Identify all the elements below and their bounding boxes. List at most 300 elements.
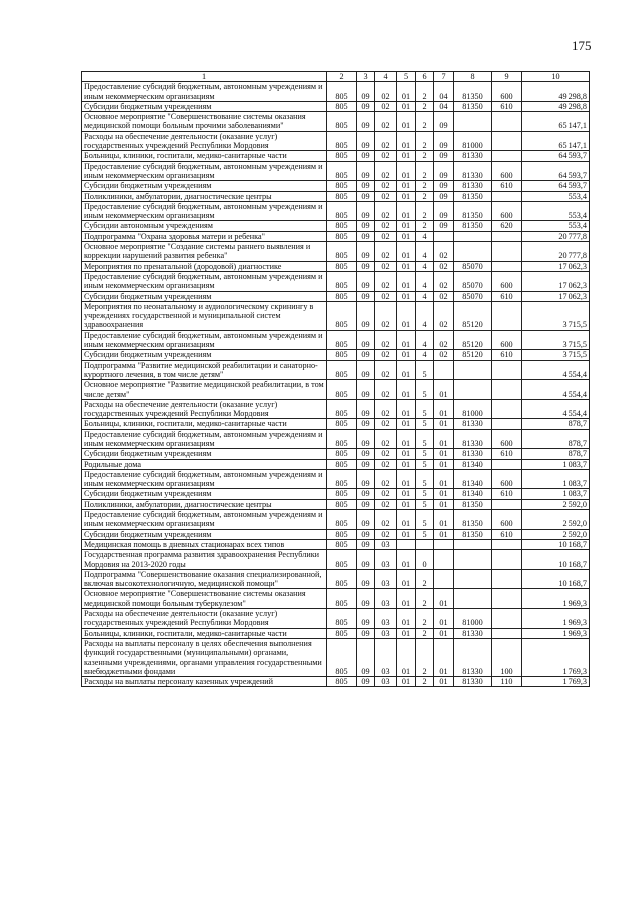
subsection-code-cell: 02 <box>375 242 397 262</box>
section-code-cell: 09 <box>357 589 375 609</box>
table-row <box>82 301 590 330</box>
column-header: 7 <box>434 72 454 82</box>
subsection-code-cell: 03 <box>375 539 397 549</box>
program-code-cell: 01 <box>397 499 416 509</box>
table-row <box>82 429 590 449</box>
expense-type-code-cell <box>492 131 522 151</box>
section-code-cell: 09 <box>357 261 375 271</box>
table-header-row <box>82 72 590 82</box>
expense-name-cell: Субсидии бюджетным учреждениям <box>82 529 327 539</box>
subsection-code-cell: 02 <box>375 271 397 291</box>
direction-code-cell: 85120 <box>454 350 492 360</box>
amount-cell: 553,4 <box>522 201 590 221</box>
activity-code-cell: 02 <box>434 291 454 301</box>
amount-cell: 1 083,7 <box>522 469 590 489</box>
program-code-cell: 01 <box>397 529 416 539</box>
activity-code-cell: 01 <box>434 677 454 687</box>
table-row <box>82 112 590 132</box>
program-code-cell: 01 <box>397 569 416 589</box>
table-row <box>82 191 590 201</box>
section-code-cell: 09 <box>357 550 375 570</box>
expense-type-code-cell <box>492 550 522 570</box>
table-row <box>82 181 590 191</box>
section-code-cell: 09 <box>357 101 375 111</box>
subprogram-code-cell: 2 <box>416 191 434 201</box>
section-code-cell: 09 <box>357 499 375 509</box>
section-code-cell: 09 <box>357 449 375 459</box>
expense-name-cell: Расходы на обеспечение деятельности (оказание услуг) государственных учреждений Республики Мордовия <box>82 609 327 629</box>
activity-code-cell: 01 <box>434 589 454 609</box>
direction-code-cell: 81330 <box>454 419 492 429</box>
activity-code-cell: 01 <box>434 469 454 489</box>
ministry-code-cell: 805 <box>327 510 357 530</box>
amount-cell: 553,4 <box>522 191 590 201</box>
activity-code-cell <box>434 231 454 241</box>
activity-code-cell: 02 <box>434 261 454 271</box>
activity-code-cell: 02 <box>434 350 454 360</box>
program-code-cell: 01 <box>397 161 416 181</box>
budget-table <box>81 71 590 687</box>
expense-name-cell: Подпрограмма "Развитие медицинской реабилитации и санаторно-курортного лечения, в том числе детям" <box>82 360 327 380</box>
section-code-cell: 09 <box>357 459 375 469</box>
amount-cell: 2 592,0 <box>522 510 590 530</box>
expense-type-code-cell: 100 <box>492 638 522 676</box>
expense-type-code-cell <box>492 419 522 429</box>
subprogram-code-cell: 5 <box>416 360 434 380</box>
direction-code-cell: 81350 <box>454 529 492 539</box>
program-code-cell: 01 <box>397 469 416 489</box>
column-header: 6 <box>416 72 434 82</box>
program-code-cell: 01 <box>397 291 416 301</box>
amount-cell: 20 777,8 <box>522 242 590 262</box>
table-row <box>82 131 590 151</box>
amount-cell: 1 769,3 <box>522 677 590 687</box>
program-code-cell: 01 <box>397 429 416 449</box>
section-code-cell: 09 <box>357 360 375 380</box>
subprogram-code-cell: 2 <box>416 589 434 609</box>
subsection-code-cell: 02 <box>375 161 397 181</box>
direction-code-cell <box>454 231 492 241</box>
subsection-code-cell: 02 <box>375 449 397 459</box>
expense-type-code-cell: 600 <box>492 201 522 221</box>
activity-code-cell: 09 <box>434 151 454 161</box>
subsection-code-cell: 02 <box>375 330 397 350</box>
activity-code-cell: 01 <box>434 489 454 499</box>
direction-code-cell: 81350 <box>454 201 492 221</box>
subprogram-code-cell: 4 <box>416 271 434 291</box>
program-code-cell: 01 <box>397 489 416 499</box>
expense-name-cell: Мероприятия по неонатальному и аудиологическому скринингу в учреждениях государственной и муниципальной систем здравоохранения <box>82 301 327 330</box>
expense-type-code-cell: 110 <box>492 677 522 687</box>
table-row <box>82 550 590 570</box>
direction-code-cell: 81350 <box>454 510 492 530</box>
table-row <box>82 161 590 181</box>
table-row <box>82 510 590 530</box>
subprogram-code-cell <box>416 539 434 549</box>
direction-code-cell: 81350 <box>454 191 492 201</box>
table-row <box>82 271 590 291</box>
direction-code-cell: 81330 <box>454 429 492 449</box>
program-code-cell: 01 <box>397 101 416 111</box>
subprogram-code-cell: 5 <box>416 499 434 509</box>
ministry-code-cell: 805 <box>327 419 357 429</box>
ministry-code-cell: 805 <box>327 261 357 271</box>
subprogram-code-cell: 2 <box>416 181 434 191</box>
amount-cell: 3 715,5 <box>522 301 590 330</box>
amount-cell: 10 168,7 <box>522 550 590 570</box>
table-row <box>82 529 590 539</box>
subsection-code-cell: 02 <box>375 429 397 449</box>
ministry-code-cell: 805 <box>327 459 357 469</box>
activity-code-cell: 09 <box>434 161 454 181</box>
table-row <box>82 350 590 360</box>
ministry-code-cell: 805 <box>327 589 357 609</box>
expense-type-code-cell <box>492 151 522 161</box>
subprogram-code-cell: 4 <box>416 231 434 241</box>
subsection-code-cell: 02 <box>375 469 397 489</box>
subsection-code-cell: 02 <box>375 221 397 231</box>
expense-name-cell: Предоставление субсидий бюджетным, автономным учреждениям и иным некоммерческим организациям <box>82 271 327 291</box>
amount-cell: 65 147,1 <box>522 131 590 151</box>
subprogram-code-cell: 4 <box>416 291 434 301</box>
expense-name-cell: Больницы, клиники, госпитали, медико-санитарные части <box>82 419 327 429</box>
section-code-cell: 09 <box>357 677 375 687</box>
expense-type-code-cell <box>492 499 522 509</box>
subprogram-code-cell: 5 <box>416 459 434 469</box>
amount-cell: 3 715,5 <box>522 330 590 350</box>
table-row <box>82 151 590 161</box>
column-header: 1 <box>82 72 327 82</box>
page-number: 175 <box>572 38 592 53</box>
direction-code-cell: 81330 <box>454 677 492 687</box>
program-code-cell: 01 <box>397 449 416 459</box>
program-code-cell: 01 <box>397 330 416 350</box>
subprogram-code-cell: 2 <box>416 201 434 221</box>
expense-type-code-cell: 610 <box>492 529 522 539</box>
section-code-cell: 09 <box>357 181 375 191</box>
ministry-code-cell: 805 <box>327 550 357 570</box>
program-code-cell: 01 <box>397 638 416 676</box>
subprogram-code-cell: 2 <box>416 569 434 589</box>
table-row <box>82 242 590 262</box>
subprogram-code-cell: 4 <box>416 242 434 262</box>
section-code-cell: 09 <box>357 242 375 262</box>
subprogram-code-cell: 2 <box>416 112 434 132</box>
section-code-cell: 09 <box>357 529 375 539</box>
expense-name-cell: Подпрограмма "Охрана здоровья матери и ребенка" <box>82 231 327 241</box>
direction-code-cell <box>454 242 492 262</box>
activity-code-cell: 01 <box>434 609 454 629</box>
ministry-code-cell: 805 <box>327 469 357 489</box>
amount-cell: 878,7 <box>522 449 590 459</box>
subsection-code-cell: 02 <box>375 360 397 380</box>
ministry-code-cell: 805 <box>327 242 357 262</box>
activity-code-cell: 04 <box>434 82 454 102</box>
expense-name-cell: Субсидии бюджетным учреждениям <box>82 489 327 499</box>
table-row <box>82 101 590 111</box>
amount-cell: 1 769,3 <box>522 638 590 676</box>
expense-name-cell: Субсидии бюджетным учреждениям <box>82 101 327 111</box>
table-row <box>82 201 590 221</box>
direction-code-cell: 81340 <box>454 489 492 499</box>
program-code-cell: 01 <box>397 609 416 629</box>
activity-code-cell: 04 <box>434 101 454 111</box>
section-code-cell: 09 <box>357 628 375 638</box>
activity-code-cell: 01 <box>434 499 454 509</box>
section-code-cell: 09 <box>357 510 375 530</box>
program-code-cell: 01 <box>397 459 416 469</box>
column-header: 4 <box>375 72 397 82</box>
expense-name-cell: Предоставление субсидий бюджетным, автономным учреждениям и иным некоммерческим организациям <box>82 429 327 449</box>
subsection-code-cell: 02 <box>375 489 397 499</box>
table-row <box>82 449 590 459</box>
subsection-code-cell: 03 <box>375 569 397 589</box>
direction-code-cell: 81330 <box>454 449 492 459</box>
subprogram-code-cell: 4 <box>416 261 434 271</box>
ministry-code-cell: 805 <box>327 609 357 629</box>
subsection-code-cell: 02 <box>375 151 397 161</box>
activity-code-cell: 01 <box>434 449 454 459</box>
section-code-cell: 09 <box>357 399 375 419</box>
direction-code-cell <box>454 569 492 589</box>
amount-cell: 1 969,3 <box>522 609 590 629</box>
activity-code-cell: 01 <box>434 628 454 638</box>
expense-type-code-cell <box>492 589 522 609</box>
table-row <box>82 221 590 231</box>
subprogram-code-cell: 2 <box>416 609 434 629</box>
subprogram-code-cell: 5 <box>416 449 434 459</box>
subprogram-code-cell: 0 <box>416 550 434 570</box>
section-code-cell: 09 <box>357 330 375 350</box>
activity-code-cell: 01 <box>434 399 454 419</box>
subprogram-code-cell: 2 <box>416 161 434 181</box>
direction-code-cell: 81000 <box>454 609 492 629</box>
subprogram-code-cell: 2 <box>416 677 434 687</box>
ministry-code-cell: 805 <box>327 638 357 676</box>
subprogram-code-cell: 5 <box>416 469 434 489</box>
amount-cell: 2 592,0 <box>522 529 590 539</box>
section-code-cell: 09 <box>357 429 375 449</box>
column-header: 9 <box>492 72 522 82</box>
subprogram-code-cell: 5 <box>416 419 434 429</box>
amount-cell: 17 062,3 <box>522 271 590 291</box>
ministry-code-cell: 805 <box>327 161 357 181</box>
subsection-code-cell: 02 <box>375 510 397 530</box>
activity-code-cell: 01 <box>434 638 454 676</box>
table-row <box>82 489 590 499</box>
table-row <box>82 380 590 400</box>
expense-name-cell: Предоставление субсидий бюджетным, автономным учреждениям и иным некоммерческим организациям <box>82 469 327 489</box>
amount-cell: 49 298,8 <box>522 82 590 102</box>
amount-cell: 2 592,0 <box>522 499 590 509</box>
activity-code-cell: 01 <box>434 459 454 469</box>
expense-type-code-cell: 600 <box>492 271 522 291</box>
table-row <box>82 419 590 429</box>
expense-type-code-cell <box>492 399 522 419</box>
activity-code-cell <box>434 550 454 570</box>
expense-name-cell: Предоставление субсидий бюджетным, автономным учреждениям и иным некоммерческим организациям <box>82 161 327 181</box>
direction-code-cell <box>454 360 492 380</box>
activity-code-cell <box>434 539 454 549</box>
subsection-code-cell: 02 <box>375 529 397 539</box>
ministry-code-cell: 805 <box>327 449 357 459</box>
column-header: 5 <box>397 72 416 82</box>
direction-code-cell: 81350 <box>454 82 492 102</box>
section-code-cell: 09 <box>357 301 375 330</box>
expense-name-cell: Предоставление субсидий бюджетным, автономным учреждениям и иным некоммерческим организациям <box>82 201 327 221</box>
program-code-cell: 01 <box>397 510 416 530</box>
section-code-cell: 09 <box>357 489 375 499</box>
ministry-code-cell: 805 <box>327 271 357 291</box>
program-code-cell: 01 <box>397 82 416 102</box>
expense-name-cell: Поликлиники, амбулатории, диагностические центры <box>82 499 327 509</box>
section-code-cell: 09 <box>357 161 375 181</box>
section-code-cell: 09 <box>357 221 375 231</box>
subsection-code-cell: 02 <box>375 181 397 191</box>
program-code-cell: 01 <box>397 242 416 262</box>
expense-name-cell: Расходы на обеспечение деятельности (оказание услуг) государственных учреждений Республики Мордовия <box>82 399 327 419</box>
ministry-code-cell: 805 <box>327 539 357 549</box>
expense-name-cell: Основное мероприятие "Совершенствование системы оказания медицинской помощи больным прочими заболеваниями" <box>82 112 327 132</box>
subprogram-code-cell: 2 <box>416 638 434 676</box>
amount-cell: 64 593,7 <box>522 161 590 181</box>
direction-code-cell: 81000 <box>454 399 492 419</box>
program-code-cell: 01 <box>397 191 416 201</box>
section-code-cell: 09 <box>357 638 375 676</box>
direction-code-cell: 81340 <box>454 459 492 469</box>
column-header: 10 <box>522 72 590 82</box>
amount-cell: 3 715,5 <box>522 350 590 360</box>
subsection-code-cell: 02 <box>375 131 397 151</box>
subsection-code-cell: 03 <box>375 609 397 629</box>
table-row <box>82 261 590 271</box>
section-code-cell: 09 <box>357 271 375 291</box>
ministry-code-cell: 805 <box>327 201 357 221</box>
program-code-cell: 01 <box>397 550 416 570</box>
activity-code-cell: 01 <box>434 419 454 429</box>
direction-code-cell: 81350 <box>454 101 492 111</box>
table-row <box>82 469 590 489</box>
subprogram-code-cell: 4 <box>416 350 434 360</box>
subsection-code-cell: 03 <box>375 677 397 687</box>
expense-name-cell: Поликлиники, амбулатории, диагностические центры <box>82 191 327 201</box>
section-code-cell: 09 <box>357 609 375 629</box>
amount-cell: 1 083,7 <box>522 489 590 499</box>
expense-name-cell: Основное мероприятие "Совершенствование системы оказания медицинской помощи больным туберкулезом" <box>82 589 327 609</box>
direction-code-cell: 81330 <box>454 151 492 161</box>
activity-code-cell: 09 <box>434 201 454 221</box>
ministry-code-cell: 805 <box>327 429 357 449</box>
direction-code-cell <box>454 112 492 132</box>
expense-type-code-cell <box>492 360 522 380</box>
subsection-code-cell: 02 <box>375 101 397 111</box>
section-code-cell: 09 <box>357 569 375 589</box>
expense-type-code-cell: 610 <box>492 181 522 191</box>
subprogram-code-cell: 2 <box>416 82 434 102</box>
ministry-code-cell: 805 <box>327 489 357 499</box>
direction-code-cell <box>454 539 492 549</box>
expense-type-code-cell <box>492 380 522 400</box>
ministry-code-cell: 805 <box>327 112 357 132</box>
ministry-code-cell: 805 <box>327 151 357 161</box>
expense-type-code-cell <box>492 609 522 629</box>
subsection-code-cell: 03 <box>375 589 397 609</box>
table-row <box>82 330 590 350</box>
expense-type-code-cell <box>492 261 522 271</box>
subsection-code-cell: 03 <box>375 550 397 570</box>
activity-code-cell: 09 <box>434 112 454 132</box>
expense-name-cell: Расходы на выплаты персоналу в целях обеспечения выполнения функций государственными (муниципальными) органами, казенными учреждениями, органами управления государственными внебюджетными фондами <box>82 638 327 676</box>
section-code-cell: 09 <box>357 419 375 429</box>
activity-code-cell: 01 <box>434 429 454 449</box>
activity-code-cell: 01 <box>434 529 454 539</box>
table-row <box>82 231 590 241</box>
ministry-code-cell: 805 <box>327 291 357 301</box>
amount-cell: 1 083,7 <box>522 459 590 469</box>
amount-cell: 4 554,4 <box>522 380 590 400</box>
program-code-cell <box>397 539 416 549</box>
direction-code-cell: 81330 <box>454 628 492 638</box>
table-row <box>82 499 590 509</box>
subprogram-code-cell: 5 <box>416 529 434 539</box>
expense-name-cell: Медицинская помощь в дневных стационарах всех типов <box>82 539 327 549</box>
expense-name-cell: Основное мероприятие "Создание системы раннего выявления и коррекции нарушений развития ребенка" <box>82 242 327 262</box>
ministry-code-cell: 805 <box>327 350 357 360</box>
section-code-cell: 09 <box>357 151 375 161</box>
program-code-cell: 01 <box>397 399 416 419</box>
amount-cell: 49 298,8 <box>522 101 590 111</box>
activity-code-cell <box>434 569 454 589</box>
column-header: 2 <box>327 72 357 82</box>
program-code-cell: 01 <box>397 231 416 241</box>
direction-code-cell: 81350 <box>454 499 492 509</box>
subsection-code-cell: 03 <box>375 628 397 638</box>
program-code-cell: 01 <box>397 261 416 271</box>
expense-type-code-cell <box>492 628 522 638</box>
expense-name-cell: Субсидии бюджетным учреждениям <box>82 291 327 301</box>
section-code-cell: 09 <box>357 191 375 201</box>
expense-type-code-cell: 610 <box>492 449 522 459</box>
expense-name-cell: Родильные дома <box>82 459 327 469</box>
expense-type-code-cell: 600 <box>492 82 522 102</box>
expense-type-code-cell <box>492 459 522 469</box>
subprogram-code-cell: 5 <box>416 510 434 530</box>
expense-type-code-cell: 620 <box>492 221 522 231</box>
activity-code-cell: 09 <box>434 181 454 191</box>
expense-name-cell: Субсидии автономным учреждениям <box>82 221 327 231</box>
direction-code-cell <box>454 550 492 570</box>
subsection-code-cell: 02 <box>375 291 397 301</box>
subprogram-code-cell: 2 <box>416 131 434 151</box>
subprogram-code-cell: 5 <box>416 489 434 499</box>
column-header: 3 <box>357 72 375 82</box>
program-code-cell: 01 <box>397 221 416 231</box>
direction-code-cell: 81340 <box>454 469 492 489</box>
table-row <box>82 638 590 676</box>
activity-code-cell: 02 <box>434 330 454 350</box>
subprogram-code-cell: 2 <box>416 628 434 638</box>
amount-cell: 17 062,3 <box>522 291 590 301</box>
expense-type-code-cell <box>492 242 522 262</box>
section-code-cell: 09 <box>357 231 375 241</box>
expense-type-code-cell <box>492 231 522 241</box>
table-row <box>82 291 590 301</box>
ministry-code-cell: 805 <box>327 499 357 509</box>
expense-type-code-cell: 610 <box>492 350 522 360</box>
program-code-cell: 01 <box>397 112 416 132</box>
direction-code-cell: 85070 <box>454 271 492 291</box>
subsection-code-cell: 02 <box>375 261 397 271</box>
